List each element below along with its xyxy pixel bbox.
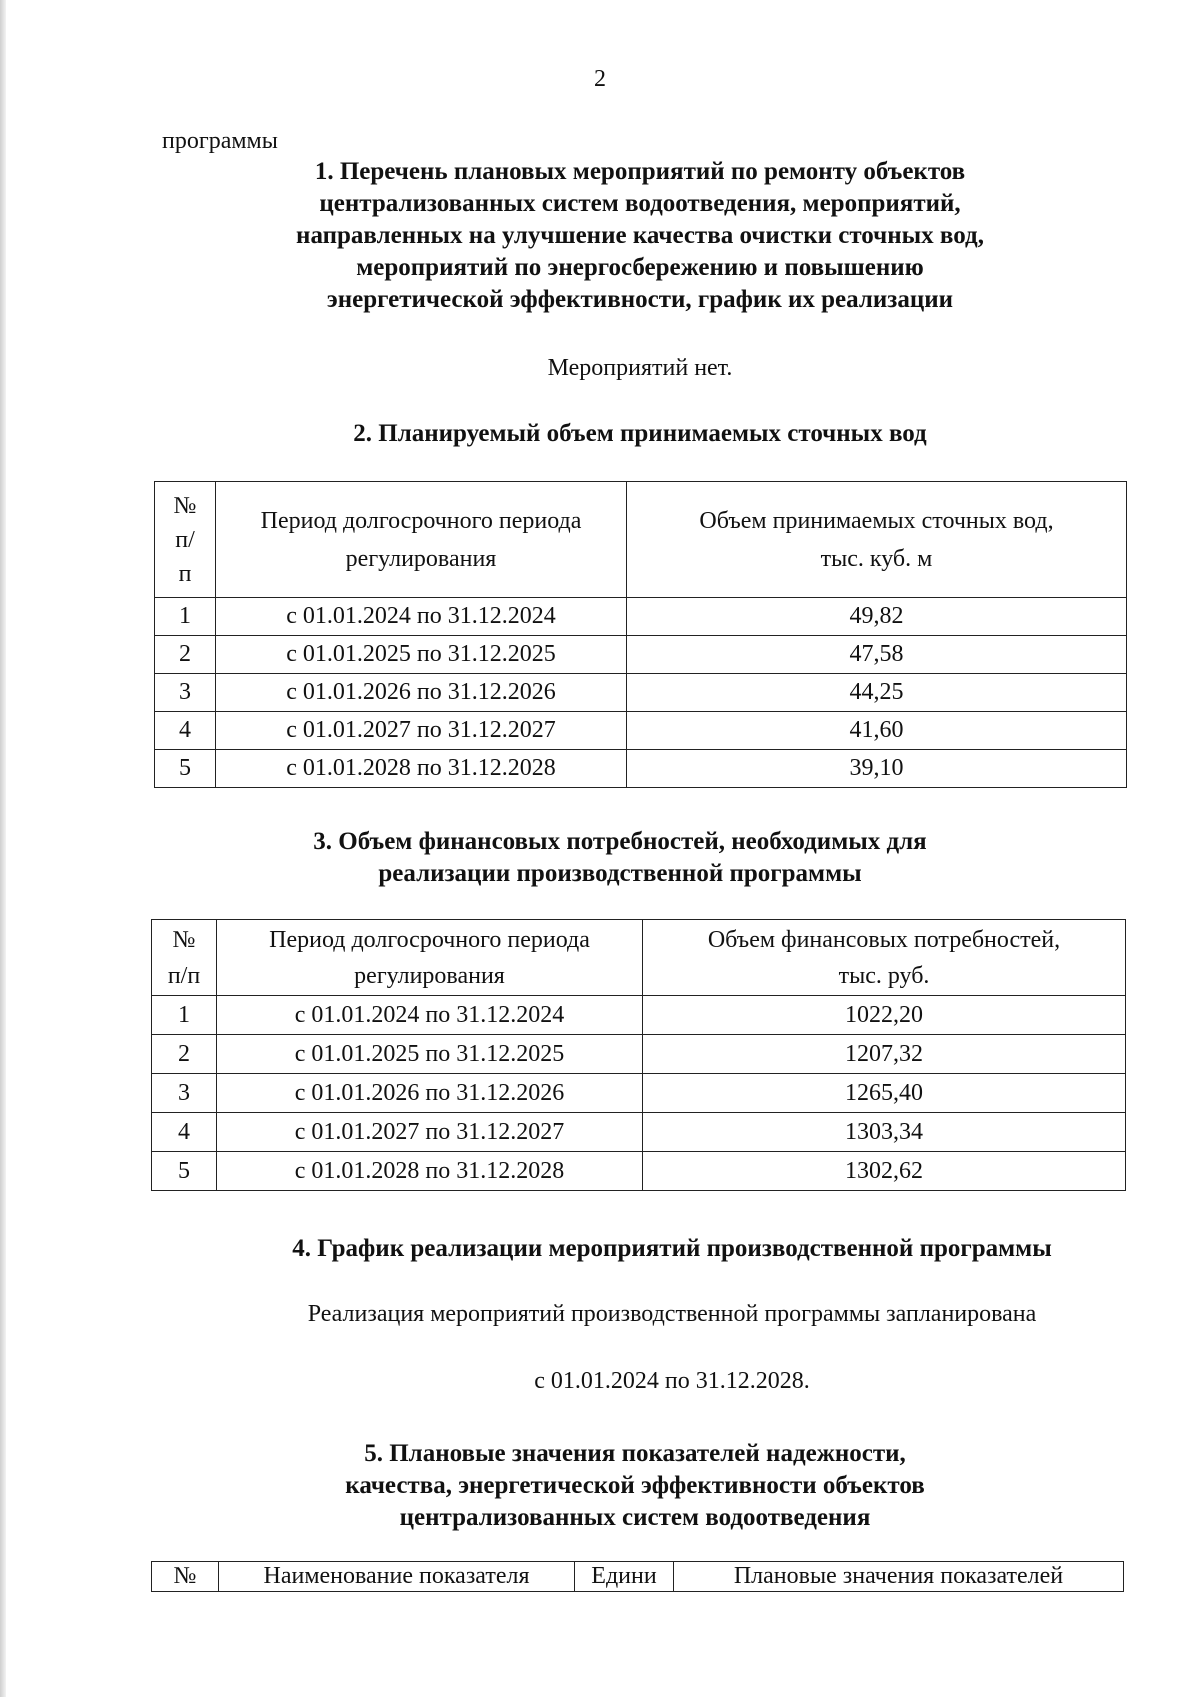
- table-row: [152, 1152, 1126, 1191]
- row-period: с 01.01.2025 по 31.12.2025: [217, 1035, 643, 1074]
- header-value: [643, 920, 1126, 996]
- row-period: с 01.01.2027 по 31.12.2027: [216, 712, 627, 750]
- row-num: 2: [155, 636, 216, 674]
- header-num-line: №: [172, 926, 196, 953]
- table-row: [155, 712, 1127, 750]
- section3-title: [0, 826, 1200, 890]
- section3-table: [151, 919, 1126, 1191]
- header-num-line: п: [178, 560, 192, 587]
- row-period: с 01.01.2024 по 31.12.2024: [217, 996, 643, 1035]
- header-value-line: Объем принимаемых сточных вод,: [699, 507, 1054, 534]
- header-num: [155, 482, 216, 598]
- row-num: 4: [152, 1113, 217, 1152]
- row-value: 1022,20: [643, 996, 1126, 1035]
- header-period-line: Период долгосрочного периода: [260, 507, 582, 534]
- table-header-row: [152, 1562, 1124, 1592]
- header-period-line: регулирования: [354, 962, 505, 989]
- header-period-line: регулирования: [345, 545, 497, 572]
- section5-title-line: качества, энергетической эффективности объектов: [345, 1472, 925, 1499]
- row-value: 1265,40: [643, 1074, 1126, 1113]
- row-value: 1207,32: [643, 1035, 1126, 1074]
- section1-title-line: энергетической эффективности, график их реализации: [326, 286, 954, 313]
- section1-title: [0, 156, 1200, 316]
- row-num: 2: [152, 1035, 217, 1074]
- row-num: 3: [152, 1074, 217, 1113]
- table-row: [155, 598, 1127, 636]
- row-num: 1: [152, 996, 217, 1035]
- row-period: с 01.01.2028 по 31.12.2028: [216, 750, 627, 788]
- row-num: 3: [155, 674, 216, 712]
- header-value-line: тыс. руб.: [838, 962, 930, 989]
- row-value: 41,60: [627, 712, 1127, 750]
- row-num: 1: [155, 598, 216, 636]
- row-period: с 01.01.2027 по 31.12.2027: [217, 1113, 643, 1152]
- header-value-line: Объем финансовых потребностей,: [707, 926, 1061, 953]
- section1-title-line: направленных на улучшение качества очистки сточных вод,: [296, 222, 984, 249]
- row-period: с 01.01.2028 по 31.12.2028: [217, 1152, 643, 1191]
- row-value: 44,25: [627, 674, 1127, 712]
- table-header-row: [155, 482, 1127, 598]
- table-row: [152, 1035, 1126, 1074]
- row-num: 4: [155, 712, 216, 750]
- header-unit: Едини: [575, 1562, 674, 1592]
- table-row: [155, 636, 1127, 674]
- section2-title: 2. Планируемый объем принимаемых сточных вод: [353, 420, 927, 447]
- table-row: [155, 750, 1127, 788]
- row-period: с 01.01.2024 по 31.12.2024: [216, 598, 627, 636]
- section4-text-line1: Реализация мероприятий производственной программы запланирована: [307, 1301, 1037, 1327]
- section2-table: [154, 481, 1127, 788]
- header-num: [152, 920, 217, 996]
- section1-title-line: 1. Перечень плановых мероприятий по ремонту объектов: [314, 158, 966, 185]
- section3-title-line: 3. Объем финансовых потребностей, необходимых для: [313, 828, 927, 855]
- section1-text: Мероприятий нет.: [547, 355, 733, 381]
- header-num-line: п/п: [167, 962, 201, 989]
- row-period: с 01.01.2026 по 31.12.2026: [217, 1074, 643, 1113]
- section3-title-line: реализации производственной программы: [378, 860, 862, 887]
- continuation-text: программы: [162, 128, 278, 154]
- table-header-row: [152, 920, 1126, 996]
- table-row: [155, 674, 1127, 712]
- section1-title-line: централизованных систем водоотведения, мероприятий,: [319, 190, 961, 217]
- row-num: 5: [152, 1152, 217, 1191]
- section5-title-line: 5. Плановые значения показателей надежности,: [364, 1440, 906, 1467]
- header-planned-values: Плановые значения показателей: [674, 1562, 1124, 1592]
- section5-title: [0, 1438, 1200, 1534]
- row-period: с 01.01.2025 по 31.12.2025: [216, 636, 627, 674]
- table-row: [152, 1113, 1126, 1152]
- section5-table: [151, 1561, 1124, 1592]
- row-value: 39,10: [627, 750, 1127, 788]
- header-num: №: [152, 1562, 219, 1592]
- header-num-line: п/: [175, 526, 195, 553]
- header-indicator-name: Наименование показателя: [219, 1562, 575, 1592]
- row-value: 1302,62: [643, 1152, 1126, 1191]
- section4-title: 4. График реализации мероприятий производственной программы: [292, 1235, 1052, 1262]
- row-period: с 01.01.2026 по 31.12.2026: [216, 674, 627, 712]
- section4-text-line2: с 01.01.2024 по 31.12.2028.: [534, 1368, 810, 1394]
- page-number: 2: [594, 66, 606, 92]
- row-value: 49,82: [627, 598, 1127, 636]
- row-num: 5: [155, 750, 216, 788]
- header-value-line: тыс. куб. м: [820, 545, 933, 572]
- table-row: [152, 1074, 1126, 1113]
- header-value: [627, 482, 1127, 598]
- table-row: [152, 996, 1126, 1035]
- section1-title-line: мероприятий по энергосбережению и повышению: [356, 254, 924, 281]
- section5-title-line: централизованных систем водоотведения: [399, 1504, 871, 1531]
- row-value: 1303,34: [643, 1113, 1126, 1152]
- header-period: [217, 920, 643, 996]
- header-num-line: №: [173, 492, 197, 519]
- header-period: [216, 482, 627, 598]
- row-value: 47,58: [627, 636, 1127, 674]
- header-period-line: Период долгосрочного периода: [269, 926, 590, 953]
